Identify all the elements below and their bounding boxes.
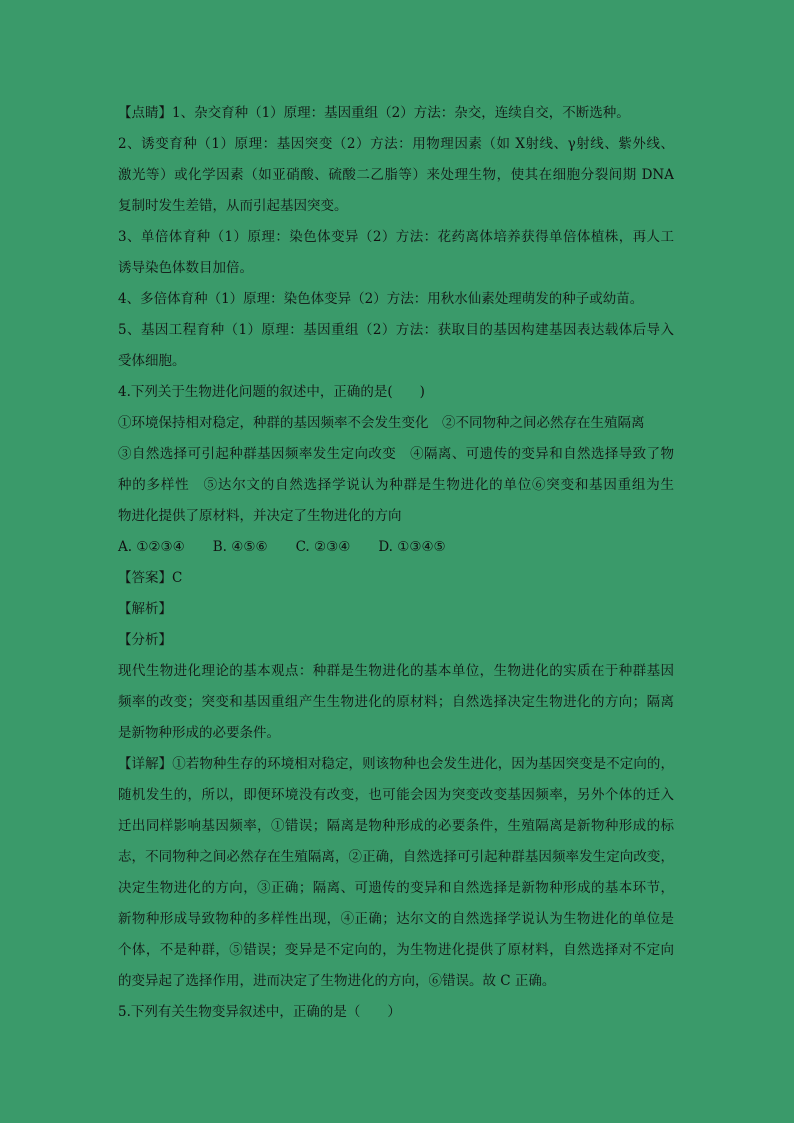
answer-label: 【答案】C: [118, 570, 183, 586]
question-4-statement-line: ③自然选择可引起种群基因频率发生定向改变 ④隔离、可遗传的变异和自然选择导致了物: [118, 446, 674, 462]
question-4-options: [118, 532, 674, 563]
analysis-line: 现代生物进化理论的基本观点：种群是生物进化的基本单位，生物进化的实质在于种群基因: [118, 663, 674, 679]
question-4-statement-line: 物进化提供了原材料，并决定了生物进化的方向: [118, 508, 402, 524]
tip-paragraph-2-line: 激光等）或化学因素（如亚硝酸、硫酸二乙脂等）来处理生物，使其在细胞分裂间期 DNA: [118, 167, 674, 183]
analysis-line: 频率的改变；突变和基因重组产生生物进化的原材料；自然选择决定生物进化的方向；隔离: [118, 694, 674, 710]
tip-paragraph-1: 【点睛】1、杂交育种（1）原理：基因重组（2）方法：杂交，连续自交，不断选种。: [118, 105, 630, 121]
option-d: D. ①③④⑤: [378, 539, 446, 555]
option-a: A. ①②③④: [118, 539, 185, 555]
detail-line: 的变异起了选择作用，进而决定了生物进化的方向，⑥错误。故 C 正确。: [118, 973, 556, 989]
tip-paragraph-2-line: 2、诱变育种（1）原理：基因突变（2）方法：用物理因素（如 X射线、γ射线、紫外线、: [118, 136, 674, 152]
option-b: B. ④⑤⑥: [212, 539, 268, 555]
detail-line: 迁出同样影响基因频率，①错误；隔离是物种形成的必要条件，生殖隔离是新物种形成的标: [118, 818, 674, 834]
question-4-stem: 4.下列关于生物进化问题的叙述中，正确的是( ): [118, 384, 425, 400]
tip-paragraph-3-line: 3、单倍体育种（1）原理：染色体变异（2）方法：花药离体培养获得单倍体植株，再人工: [118, 229, 674, 245]
detail-line: 随机发生的，所以，即便环境没有改变，也可能会因为突变改变基因频率，另外个体的迁入: [118, 787, 674, 803]
detail-line: 新物种形成导致物种的多样性出现，④正确；达尔文的自然选择学说认为生物进化的单位是: [118, 911, 674, 927]
tip-paragraph-3-line: 诱导染色体数目加倍。: [118, 260, 253, 276]
tip-paragraph-2-line: 复制时发生差错，从而引起基因突变。: [118, 198, 348, 214]
document-body: [118, 98, 674, 1028]
fenxi-heading: 【分析】: [118, 632, 172, 648]
analysis-heading: 【解析】: [118, 601, 172, 617]
tip-paragraph-5-line: 受体细胞。: [118, 353, 186, 369]
question-5-stem: 5.下列有关生物变异叙述中，正确的是（ ）: [118, 1004, 401, 1020]
option-c: C. ②③④: [295, 539, 351, 555]
question-4-statement-line: 种的多样性 ⑤达尔文的自然选择学说认为种群是生物进化的单位⑥突变和基因重组为生: [118, 477, 674, 493]
detail-line: 个体，不是种群，⑤错误；变异是不定向的，为生物进化提供了原材料，自然选择对不定向: [118, 942, 674, 958]
detail-line: 志，不同物种之间必然存在生殖隔离，②正确，自然选择可引起种群基因频率发生定向改变，: [118, 849, 674, 865]
detail-line: 【详解】①若物种生存的环境相对稳定，则该物种也会发生进化，因为基因突变是不定向的，: [118, 756, 674, 772]
analysis-line: 是新物种形成的必要条件。: [118, 725, 280, 741]
detail-line: 决定生物进化的方向，③正确；隔离、可遗传的变异和自然选择是新物种形成的基本环节，: [118, 880, 674, 896]
tip-paragraph-5-line: 5、基因工程育种（1）原理：基因重组（2）方法：获取目的基因构建基因表达载体后导入: [118, 322, 674, 338]
tip-paragraph-4: 4、多倍体育种（1）原理：染色体变异（2）方法：用秋水仙素处理萌发的种子或幼苗。: [118, 291, 644, 307]
question-4-statement-line: ①环境保持相对稳定，种群的基因频率不会发生变化 ②不同物种之间必然存在生殖隔离: [118, 415, 645, 431]
